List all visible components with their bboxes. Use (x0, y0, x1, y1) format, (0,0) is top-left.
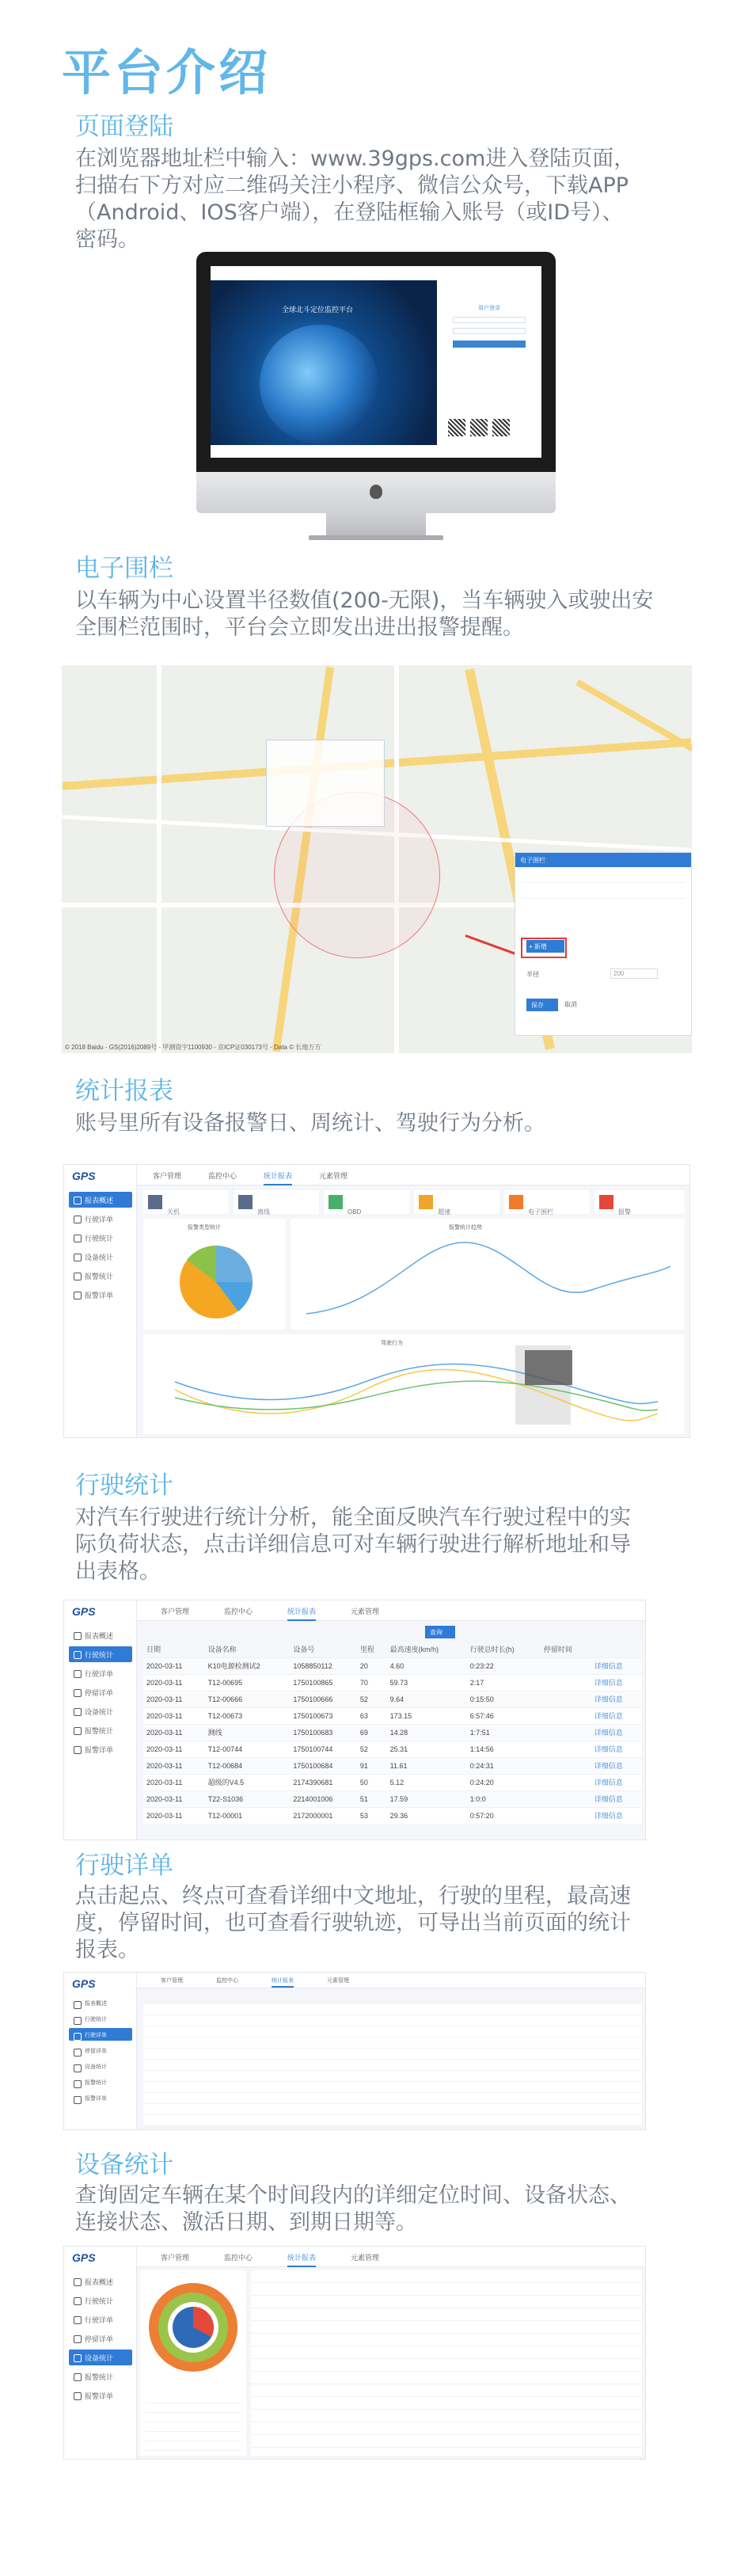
table-cell: 超级的V4.5 (205, 1774, 291, 1790)
stat-card-label: OBD (348, 1208, 362, 1216)
add-fence-button[interactable]: + 新增 (526, 940, 564, 953)
section-title-drive-detail: 行驶详单 (75, 1851, 173, 1880)
behavior-line (175, 1364, 658, 1404)
nav-monitor[interactable]: 监控中心 (224, 2254, 253, 2262)
pie-slice (216, 1246, 253, 1282)
section-text-login (75, 146, 685, 253)
vehicle-info-popup (266, 740, 385, 827)
imac-chin (196, 472, 556, 513)
table-row (143, 1674, 642, 1691)
table-cell: T12-00744 (205, 1741, 291, 1757)
top-nav (137, 1165, 689, 1185)
imac-base (309, 535, 443, 540)
table-cell: 53 (357, 1807, 387, 1824)
table-cell: 1:0:0 (467, 1790, 541, 1807)
banner-title: 全球北斗定位监控平台 (282, 306, 354, 314)
stat-card (504, 1190, 590, 1214)
sidebar (64, 1973, 137, 2129)
login-button[interactable] (453, 341, 526, 348)
radius-input[interactable]: 200 (610, 968, 658, 979)
table-cell: K10电源检测试2 (205, 1657, 291, 1674)
cancel-button[interactable]: 取消 (564, 1001, 577, 1008)
stat-card (143, 1190, 229, 1214)
sidebar-item-device[interactable]: 设备统计 (69, 2350, 132, 2365)
detail-link[interactable]: 详细信息 (591, 1657, 642, 1674)
drive-stats-screenshot (63, 1600, 646, 1840)
sidebar-item-detail[interactable]: 行驶详单 (69, 1665, 132, 1681)
sidebar-item-device[interactable]: 设备统计 (69, 1249, 132, 1265)
table-header-row (143, 1642, 642, 1657)
table-cell: 14.28 (387, 1724, 467, 1741)
sidebar-item-overview[interactable]: 报表概述 (69, 1192, 132, 1208)
text-line: 扫描右下方对应二维码关注小程序、微信公众号，下载APP (75, 173, 629, 198)
nav-customer[interactable]: 客户管理 (161, 1608, 190, 1615)
page-title: 平台介绍 (62, 44, 272, 101)
detail-link[interactable]: 详细信息 (591, 1807, 642, 1824)
imac-screen (196, 252, 556, 472)
sidebar-item-overview[interactable]: 报表概述 (69, 1627, 132, 1643)
table-cell: 4.60 (387, 1657, 467, 1674)
detail-link[interactable]: 详细信息 (591, 1707, 642, 1724)
table-cell (541, 1707, 591, 1724)
login-box (445, 280, 534, 440)
table-cell: 1750100673 (290, 1707, 356, 1724)
column-header: 行驶总时长(h) (467, 1642, 541, 1657)
login-page-preview (211, 266, 541, 458)
column-header: 里程 (357, 1642, 387, 1657)
nav-element[interactable]: 元素管理 (319, 1172, 348, 1180)
table-cell: 59.73 (387, 1674, 467, 1691)
qr-code-icon (492, 419, 510, 436)
detail-link[interactable]: 详细信息 (591, 1674, 642, 1691)
sidebar-item-device[interactable]: 设备统计 (69, 1703, 132, 1719)
text-line: 在浏览器地址栏中输入：www.39gps.com进入登陆页面， (75, 146, 636, 171)
gps-logo: GPS (72, 1170, 96, 1182)
table-cell: 69 (357, 1724, 387, 1741)
table-cell: 2:17 (467, 1674, 541, 1691)
sidebar (64, 2247, 137, 2459)
text-line: 以车辆为中心设置半径数值(200-无限)，当车辆驶入或驶出安 (75, 588, 654, 613)
sidebar-item-alarm-detail[interactable]: 报警详单 (69, 2091, 132, 2104)
device-stats-table (251, 2270, 642, 2456)
table-cell: 1:7:51 (467, 1724, 541, 1741)
table-row (143, 1790, 642, 1807)
table-cell: 2172000001 (290, 1807, 356, 1824)
column-header: 设备号 (290, 1642, 356, 1657)
stat-card (234, 1190, 319, 1214)
table-cell: T12-00695 (205, 1674, 291, 1691)
apple-logo-icon (370, 485, 382, 499)
sidebar-item-alarm[interactable]: 报警统计 (69, 2369, 132, 2384)
sidebar-item-alarm[interactable]: 报警统计 (69, 1268, 132, 1284)
sidebar-item-detail[interactable]: 行驶详单 (69, 2028, 132, 2041)
table-cell: 173.15 (387, 1707, 467, 1724)
table-cell: 29.36 (387, 1807, 467, 1824)
sidebar (64, 1600, 137, 1840)
pie-panel (143, 1219, 286, 1330)
gps-logo: GPS (72, 1605, 96, 1618)
text-line: 度，停留时间，也可查看行驶轨迹，可导出当前页面的统计 (75, 1911, 631, 1935)
radius-label: 半径 (526, 971, 539, 978)
search-button[interactable]: 查询 (425, 1626, 455, 1638)
sidebar-item-stats[interactable]: 行驶统计 (69, 1646, 132, 1662)
detail-link[interactable]: 详细信息 (591, 1724, 642, 1741)
gps-logo: GPS (72, 1977, 96, 1990)
table-cell: 2020-03-11 (143, 1807, 205, 1824)
table-cell (541, 1674, 591, 1691)
table-cell: 11.61 (387, 1757, 467, 1774)
table-cell (541, 1691, 591, 1707)
table-row (143, 1657, 642, 1674)
data-table (143, 1642, 642, 1824)
table-row (143, 1807, 642, 1824)
report-screenshot (63, 1164, 690, 1438)
table-cell: 0:24:31 (467, 1757, 541, 1774)
behavior-title: 驾驶行为 (381, 1341, 403, 1346)
speed-icon (419, 1195, 433, 1209)
user-icon (238, 1195, 253, 1209)
table-cell: 1750100744 (290, 1741, 356, 1757)
trend-line (306, 1242, 670, 1314)
table-cell: 1750100865 (290, 1674, 356, 1691)
table-row (143, 1774, 642, 1790)
map-copyright: © 2018 Baidu - GS(2016)2089号 - 甲测资字1100930 - 京ICP证030173号 - Data © 长地万方 (65, 1044, 321, 1051)
table-cell: T12-00684 (205, 1757, 291, 1774)
arrow-icon (465, 934, 518, 956)
stat-card-label: 超速 (438, 1208, 450, 1216)
column-header: 设备名称 (205, 1642, 291, 1657)
nav-monitor[interactable]: 监控中心 (208, 1172, 237, 1180)
table-cell: 51 (357, 1790, 387, 1807)
text-line: 对汽车行驶进行统计分析，能全面反映汽车行驶过程中的实 (75, 1505, 631, 1530)
table-cell (541, 1741, 591, 1757)
table-cell: 2020-03-11 (143, 1774, 205, 1790)
section-title-fence: 电子围栏 (75, 554, 173, 583)
table-cell: 2174390681 (290, 1774, 356, 1790)
sidebar-item-device[interactable]: 设备统计 (69, 2060, 132, 2072)
nav-element[interactable]: 元素管理 (327, 1978, 349, 1984)
detail-link[interactable]: 详细信息 (591, 1691, 642, 1707)
globe-image (260, 325, 378, 443)
stat-card (414, 1190, 499, 1214)
behavior-chart (143, 1334, 685, 1434)
table-cell: 0:57:20 (467, 1807, 541, 1824)
sidebar-item-alarm-detail[interactable]: 报警详单 (69, 2388, 132, 2403)
table-cell: 91 (357, 1757, 387, 1774)
table-cell: 2020-03-11 (143, 1724, 205, 1741)
table-cell: 2020-03-11 (143, 1674, 205, 1691)
device-ring-chart (140, 2270, 246, 2389)
qr-code-icon (448, 419, 465, 436)
table-cell: 2020-03-11 (143, 1691, 205, 1707)
table-cell: 0:23:22 (467, 1657, 541, 1674)
drive-detail-table (143, 2004, 642, 2126)
table-cell: 2020-03-11 (143, 1757, 205, 1774)
section-title-device-stats: 设备统计 (75, 2151, 173, 2179)
table-cell (541, 1657, 591, 1674)
top-nav (137, 1600, 645, 1621)
table-cell: 2020-03-11 (143, 1790, 205, 1807)
nav-customer[interactable]: 客户管理 (161, 1978, 183, 1984)
sidebar-item-stay[interactable]: 停留详单 (69, 2331, 132, 2346)
chart-tooltip (525, 1350, 572, 1385)
table-cell: 50 (357, 1774, 387, 1790)
sidebar-item-alarm[interactable]: 报警统计 (69, 2076, 132, 2088)
highlight-box (521, 938, 567, 958)
section-title-login: 页面登陆 (75, 112, 173, 141)
drive-stats-table (143, 1642, 642, 1824)
trend-chart (291, 1219, 685, 1330)
table-row (143, 1757, 642, 1774)
table-cell: 1750100666 (290, 1691, 356, 1707)
table-cell: T22-S1036 (205, 1790, 291, 1807)
table-cell: 70 (357, 1674, 387, 1691)
sidebar-item-detail[interactable]: 行驶详单 (69, 1211, 132, 1227)
lock-icon (148, 1195, 162, 1209)
table-cell: 1058850112 (290, 1657, 356, 1674)
text-line: 报表。 (75, 1938, 139, 1962)
table-cell: 1750100683 (290, 1724, 356, 1741)
table-cell: 0:24:20 (467, 1774, 541, 1790)
table-cell (541, 1757, 591, 1774)
section-text-fence (75, 588, 685, 641)
sidebar-item-detail[interactable]: 行驶详单 (69, 2312, 132, 2327)
column-header: 停留时间 (541, 1642, 591, 1657)
nav-report[interactable]: 统计报表 (264, 1170, 292, 1185)
nav-element[interactable]: 元素管理 (351, 1608, 380, 1615)
table-cell: 1750100684 (290, 1757, 356, 1774)
table-cell: 9.64 (387, 1691, 467, 1707)
sidebar-item-alarm-detail[interactable]: 报警详单 (69, 1741, 132, 1757)
table-cell: 6:57:46 (467, 1707, 541, 1724)
nav-monitor[interactable]: 监控中心 (224, 1608, 253, 1615)
text-line: （Android、IOS客户端），在登陆框输入账号（或ID号）、 (75, 200, 624, 225)
table-cell: 52 (357, 1691, 387, 1707)
trend-panel (291, 1219, 685, 1330)
username-input[interactable] (453, 317, 526, 323)
table-cell: 17.59 (387, 1790, 467, 1807)
nav-report[interactable]: 统计报表 (272, 1977, 294, 1988)
text-line: 际负荷状态，点击详细信息可对车辆行驶进行解析地址和导 (75, 1532, 631, 1557)
sidebar-item-overview[interactable]: 报表概述 (69, 2274, 132, 2289)
login-banner (211, 280, 437, 445)
device-ring-panel (140, 2270, 246, 2456)
table-cell (541, 1724, 591, 1741)
table-cell: T12-00666 (205, 1691, 291, 1707)
table-cell: T12-00673 (205, 1707, 291, 1724)
table-row (143, 1724, 642, 1741)
sidebar (64, 1165, 137, 1437)
stat-card (324, 1190, 409, 1214)
sidebar-item-overview[interactable]: 报表概述 (69, 1996, 132, 2009)
text-line: 密码。 (75, 227, 139, 252)
device-stats-screenshot (63, 2246, 646, 2460)
gps-logo: GPS (72, 2251, 96, 2264)
column-header (591, 1642, 642, 1657)
table-row (143, 1691, 642, 1707)
pie-chart (143, 1219, 286, 1330)
table-row (143, 1707, 642, 1724)
password-input[interactable] (453, 328, 526, 334)
stat-card (594, 1190, 685, 1214)
fence-row (522, 888, 685, 899)
text-line: 出表格。 (75, 1559, 161, 1584)
detail-link[interactable]: 详细信息 (591, 1757, 642, 1774)
top-nav (137, 1973, 645, 1988)
behavior-panel (143, 1334, 685, 1434)
table-cell: 2020-03-11 (143, 1741, 205, 1757)
alarm-icon (599, 1195, 613, 1209)
column-header: 日期 (143, 1642, 205, 1657)
stat-card-label: 报警 (618, 1208, 631, 1216)
section-title-report: 统计报表 (75, 1077, 173, 1105)
stat-card-label: 电子围栏 (528, 1208, 553, 1216)
sidebar-item-stay[interactable]: 停留详单 (69, 1684, 132, 1700)
table-cell: 63 (357, 1707, 387, 1724)
detail-link[interactable]: 详细信息 (591, 1741, 642, 1757)
nav-customer[interactable]: 客户管理 (161, 2254, 190, 2262)
qr-code-icon (470, 419, 488, 436)
table-cell: 测线 (205, 1724, 291, 1741)
pie-title: 报警类型统计 (188, 1225, 221, 1231)
stat-cards (143, 1190, 685, 1214)
stat-card-label: 关机 (167, 1208, 180, 1216)
nav-element[interactable]: 元素管理 (351, 2254, 380, 2262)
table-row (143, 1741, 642, 1757)
column-header: 最高速度(km/h) (387, 1642, 467, 1657)
behavior-line (175, 1381, 658, 1410)
table-cell (541, 1790, 591, 1807)
save-button-label: 保存 (531, 1002, 544, 1009)
nav-customer[interactable]: 客户管理 (153, 1172, 182, 1180)
text-line: 账号里所有设备报警日、周统计、驾驶行为分析。 (75, 1111, 545, 1136)
table-cell: 5.12 (387, 1774, 467, 1790)
trend-title: 报警统计趋势 (449, 1225, 482, 1231)
table-cell: 2020-03-11 (143, 1707, 205, 1724)
nav-report[interactable]: 统计报表 (287, 1606, 316, 1621)
fence-map-screenshot (62, 665, 692, 1053)
login-box-title: 用户登录 (478, 306, 500, 311)
sidebar-item-stats[interactable]: 行驶统计 (69, 2293, 132, 2308)
detail-link[interactable]: 详细信息 (591, 1790, 642, 1807)
table-cell: 2020-03-11 (143, 1657, 205, 1674)
detail-link[interactable]: 详细信息 (591, 1774, 642, 1790)
stat-card-label: 离线 (257, 1208, 270, 1216)
table-cell (541, 1774, 591, 1790)
imac-stand (326, 513, 426, 535)
section-text-drive-detail (75, 1883, 685, 1964)
section-text-drive-stats (75, 1505, 685, 1585)
behavior-line (175, 1370, 658, 1421)
table-cell: 25.31 (387, 1741, 467, 1757)
fence-panel-title: 电子围栏 (515, 853, 691, 867)
fence-icon (509, 1195, 523, 1209)
table-cell: T12-00001 (205, 1807, 291, 1824)
nav-monitor[interactable]: 监控中心 (216, 1978, 238, 1984)
nav-report[interactable]: 统计报表 (287, 2252, 316, 2267)
sidebar-item-alarm[interactable]: 报警统计 (69, 1722, 132, 1738)
map-road (157, 665, 161, 1053)
table-cell: 1:14:56 (467, 1741, 541, 1757)
device-summary-list (145, 2394, 241, 2451)
table-cell: 52 (357, 1741, 387, 1757)
text-line: 全围栏范围时，平台会立即发出进出报警提醒。 (75, 615, 524, 640)
sidebar-item-alarm-detail[interactable]: 报警详单 (69, 1287, 132, 1303)
sidebar-item-stay[interactable]: 停留详单 (69, 2044, 132, 2057)
save-button[interactable] (526, 999, 558, 1011)
table-cell (541, 1807, 591, 1824)
sidebar-item-stats[interactable]: 行驶统计 (69, 1230, 132, 1246)
table-cell: 20 (357, 1657, 387, 1674)
imac-screenshot (196, 252, 556, 540)
drive-detail-screenshot (63, 1972, 646, 2130)
fence-row (522, 872, 685, 883)
section-title-drive-stats: 行驶统计 (75, 1471, 173, 1500)
text-line: 查询固定车辆在某个时间段内的详细定位时间、设备状态、 (75, 2183, 631, 2208)
section-text-report (75, 1110, 685, 1137)
sidebar-item-stats[interactable]: 行驶统计 (69, 2012, 132, 2025)
top-nav (137, 2247, 645, 2267)
section-text-device-stats (75, 2182, 685, 2236)
table-cell: 2214001006 (290, 1790, 356, 1807)
link-icon (329, 1195, 343, 1209)
text-line: 连接状态、激活日期、到期日期等。 (75, 2210, 417, 2235)
text-line: 点击起点、终点可查看详细中文地址，行驶的里程，最高速 (75, 1884, 631, 1908)
map-road (575, 679, 692, 752)
table-cell: 0:15:50 (467, 1691, 541, 1707)
